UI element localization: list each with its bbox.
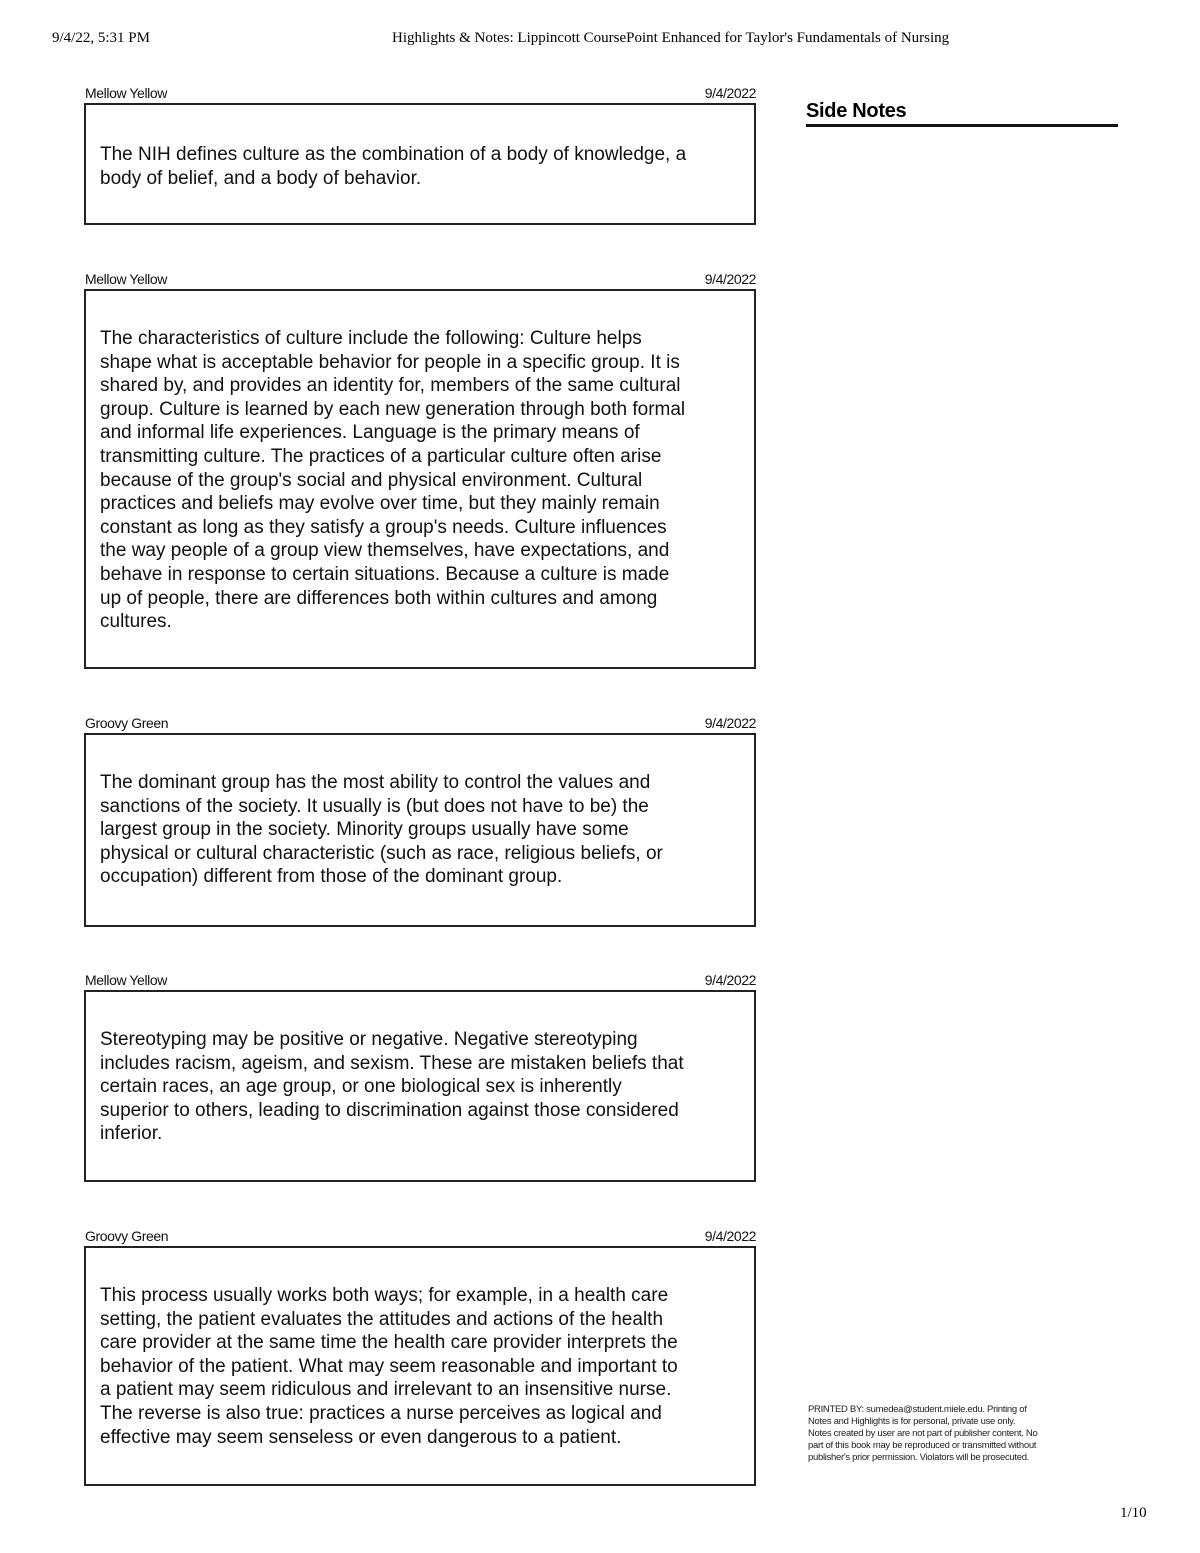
note-meta bbox=[84, 972, 756, 990]
note-meta bbox=[84, 271, 756, 289]
side-notes-panel bbox=[806, 100, 1118, 127]
note-text: This process usually works both ways; for example, in a health care setting, the patient evaluates the attitudes and actions of the health care provider at the same time the health care provider interprets the behavior of the patient. What may seem reasonable and important to a patient may seem ridiculous and irrelevant to an insensitive nurse. The reverse is also true: practices a nurse perceives as logical and effective may seem senseless or even dangerous to a patient. bbox=[100, 1285, 678, 1448]
note-box bbox=[84, 733, 756, 927]
note-date: 9/4/2022 bbox=[704, 271, 756, 287]
note-card bbox=[84, 715, 756, 927]
highlight-color-label: Groovy Green bbox=[85, 1228, 169, 1244]
note-box bbox=[84, 990, 756, 1182]
note-card bbox=[84, 271, 756, 669]
printed-by-notice: PRINTED BY: sumedea@student.miele.edu. Printing of Notes and Highlights is for personal, private use only. Notes created by user are not part of publisher content. No part of this book may be reproduced or transmitted without publisher's prior permission. Violators will be prosecuted. bbox=[808, 1404, 1038, 1463]
note-meta bbox=[84, 85, 756, 103]
highlight-color-label: Mellow Yellow bbox=[85, 85, 167, 101]
note-card bbox=[84, 1228, 756, 1486]
highlight-color-label: Groovy Green bbox=[85, 715, 169, 731]
highlight-color-label: Mellow Yellow bbox=[85, 271, 167, 287]
note-date: 9/4/2022 bbox=[704, 972, 756, 988]
note-date: 9/4/2022 bbox=[704, 715, 756, 731]
note-card bbox=[84, 85, 756, 225]
note-meta bbox=[84, 1228, 756, 1246]
note-box bbox=[84, 1246, 756, 1486]
note-meta bbox=[84, 715, 756, 733]
note-date: 9/4/2022 bbox=[704, 85, 756, 101]
note-text: The NIH defines culture as the combination of a body of knowledge, a body of belief, and a body of behavior. bbox=[100, 144, 687, 189]
print-datetime: 9/4/22, 5:31 PM bbox=[52, 30, 150, 46]
note-text: Stereotyping may be positive or negative. Negative stereotyping includes racism, ageism, and sexism. These are mistaken beliefs that certain races, an age group, or one biological sex is inherently superior to others, leading to discrimination against those considered inferior. bbox=[100, 1029, 684, 1145]
note-text: The characteristics of culture include the following: Culture helps shape what is acceptable behavior for people in a specific group. It is shared by, and provides an identity for, members of the same cultural group. Culture is learned by each new generation through both formal and informal life experiences. Language is the primary means of transmitting culture. The practices of a particular culture often arise because of the group's social and physical environment. Cultural practices and beliefs may evolve over time, but they mainly remain constant as long as they satisfy a group's needs. Culture influences the way people of a group view themselves, have expectations, and behave in response to certain situations. Because a culture is made up of people, there are differences both within cultures and among cultures. bbox=[100, 328, 686, 633]
note-text: The dominant group has the most ability to control the values and sanctions of the society. It usually is (but does not have to be) the largest group in the society. Minority groups usually have some physical or cultural characteristic (such as race, religious beliefs, or occupation) different from those of the dominant group. bbox=[100, 772, 663, 888]
note-box bbox=[84, 103, 756, 225]
note-date: 9/4/2022 bbox=[704, 1228, 756, 1244]
side-notes-title: Side Notes bbox=[806, 100, 1118, 127]
note-box bbox=[84, 289, 756, 669]
page-number: 1/10 bbox=[1120, 1505, 1147, 1521]
highlight-color-label: Mellow Yellow bbox=[85, 972, 167, 988]
document-title: Highlights & Notes: Lippincott CoursePoint Enhanced for Taylor's Fundamentals of Nursing bbox=[392, 30, 950, 46]
note-card bbox=[84, 972, 756, 1182]
